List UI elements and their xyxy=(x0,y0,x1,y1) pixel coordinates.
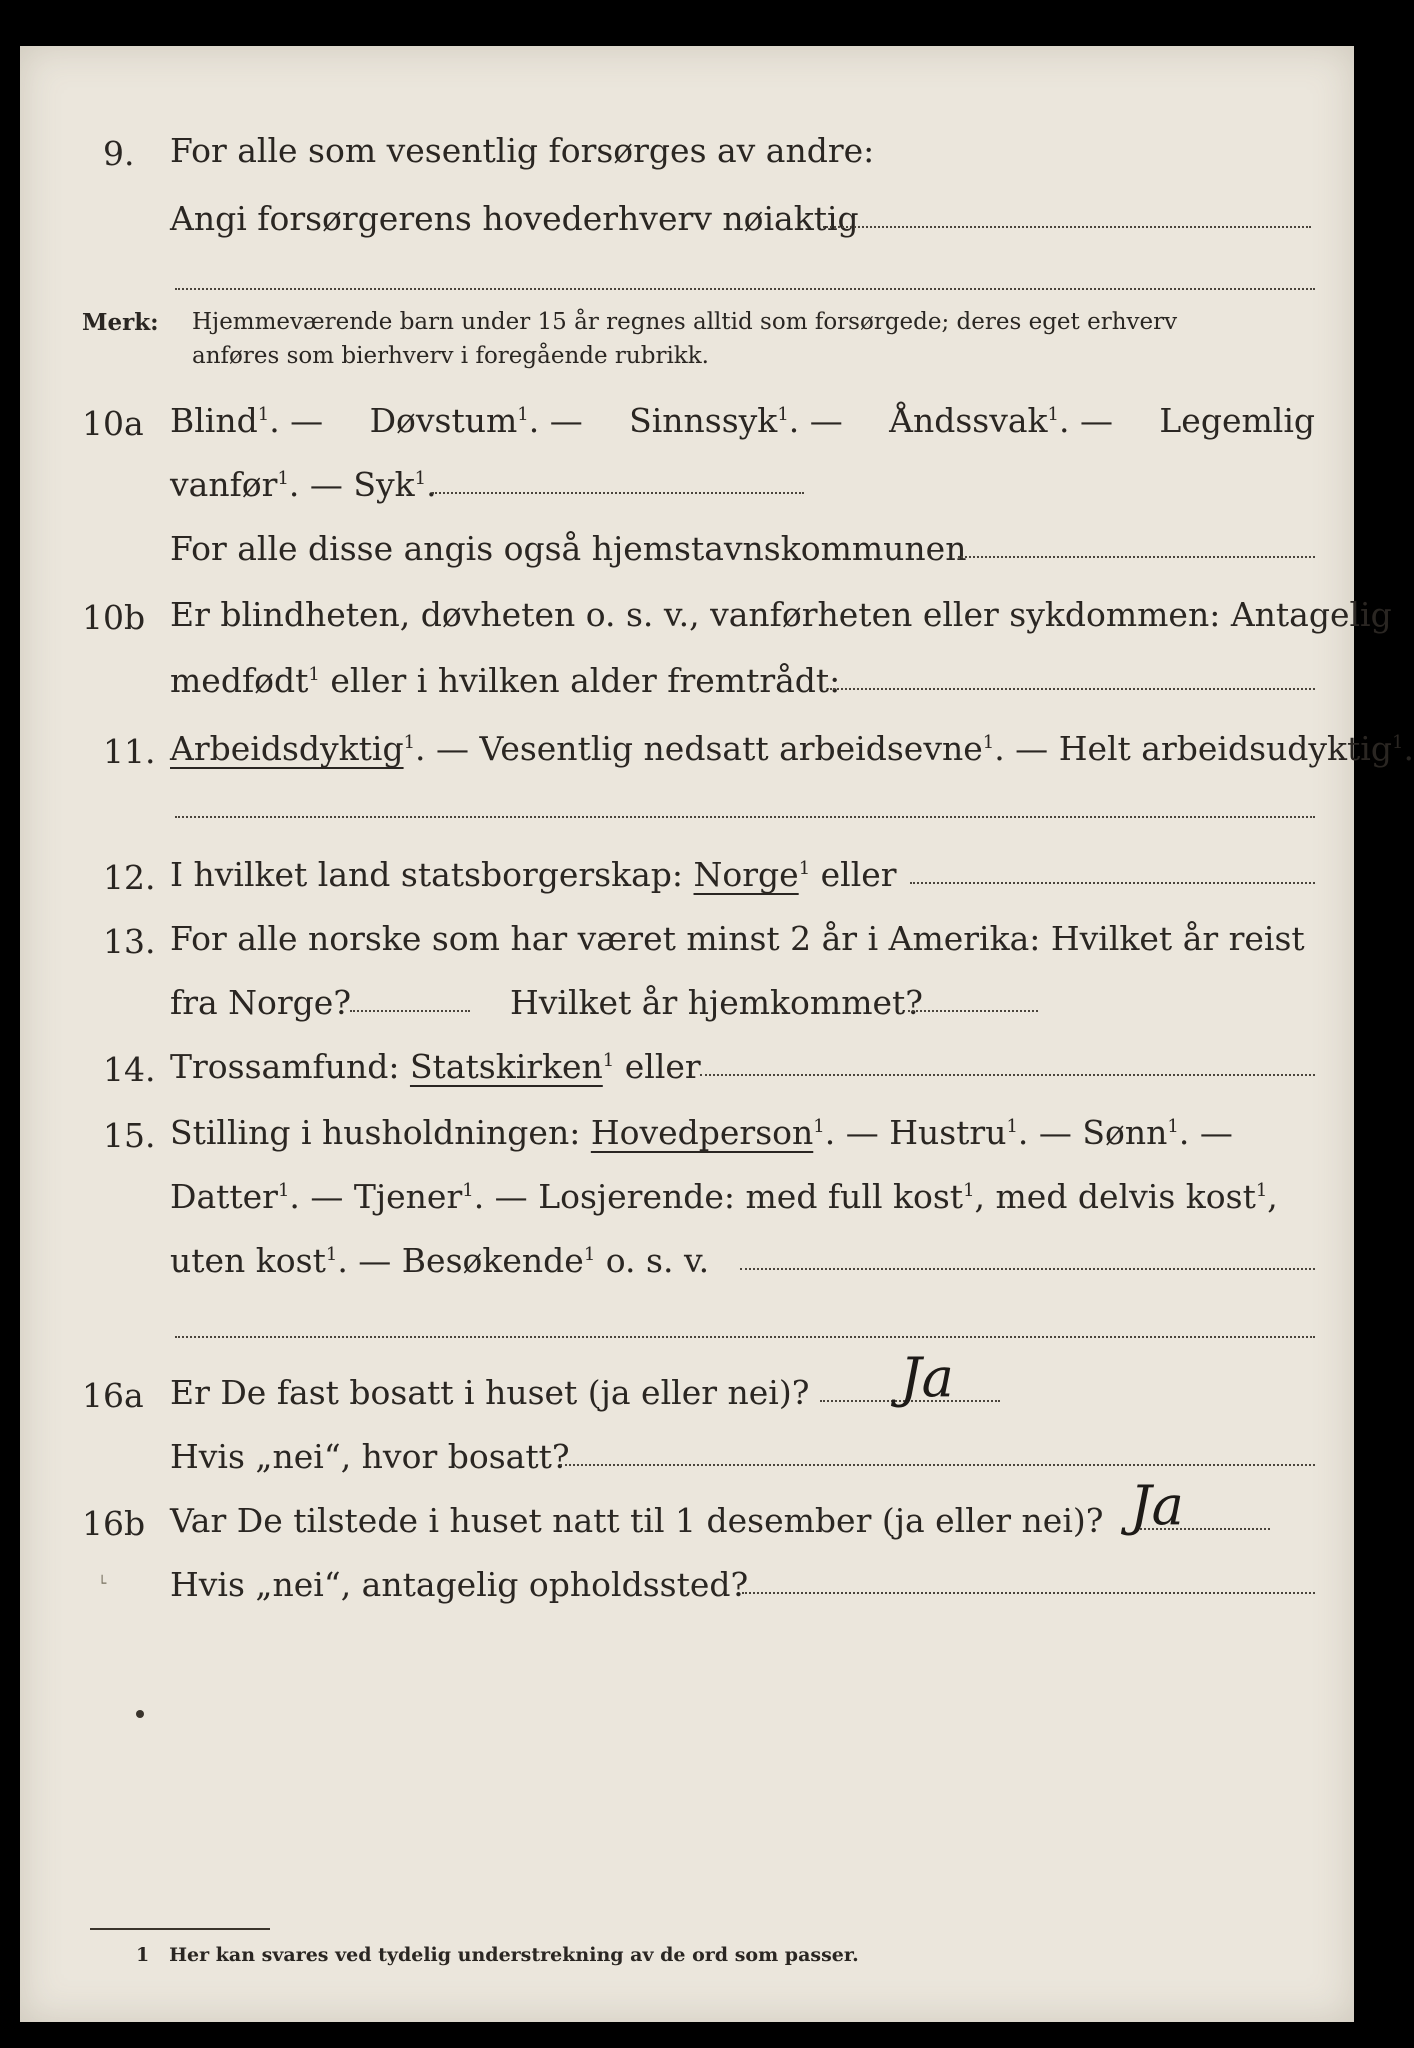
q15-line1: Stilling i husholdningen: Hovedperson$^1$. — Hustru$^1$. — Sønn$^1$. — xyxy=(170,1113,1233,1152)
merk-label: Merk: xyxy=(82,309,159,336)
q10a-line3: For alle disse angis også hjemstavnskommunen xyxy=(170,529,967,568)
option-tjener[interactable]: Tjener xyxy=(353,1177,463,1216)
q15-number: 15. xyxy=(103,1116,156,1155)
q16a-question: Er De fast bosatt i huset (ja eller nei)? xyxy=(170,1373,810,1412)
margin-mark: └ xyxy=(98,1576,107,1592)
option-full-kost[interactable]: med full kost xyxy=(745,1177,964,1216)
option-norge[interactable]: Norge xyxy=(693,855,799,894)
q10a-number: 10a xyxy=(82,404,144,443)
q9-number: 9. xyxy=(103,134,135,173)
q10a-hjemstavn-line[interactable] xyxy=(958,556,1315,558)
q9-line2: Angi forsørgerens hovederhverv nøiaktig xyxy=(170,199,859,238)
option-hustru[interactable]: Hustru xyxy=(889,1113,1007,1152)
merk-line2: anføres som bierhverv i foregående rubrikk. xyxy=(192,343,709,369)
option-sinnssyk[interactable]: Sinnssyk xyxy=(629,401,778,440)
q16b-question: Var De tilstede i huset natt til 1 desember (ja eller nei)? xyxy=(170,1501,1104,1540)
q16a-bosatt-line[interactable] xyxy=(560,1464,1315,1466)
q16b-number: 16b xyxy=(82,1504,146,1543)
ink-dot xyxy=(136,1710,144,1718)
q12-answer-line[interactable] xyxy=(910,882,1315,884)
q13-reist-line[interactable] xyxy=(350,1010,470,1012)
option-medfodt[interactable]: medfødt xyxy=(170,661,309,700)
option-vanfor[interactable]: vanfør xyxy=(170,465,278,504)
q16b-opholdssted-line[interactable] xyxy=(742,1592,1315,1594)
option-statskirken[interactable]: Statskirken xyxy=(409,1047,603,1086)
q16a-handwritten-answer: Ja xyxy=(900,1346,954,1409)
option-legemlig[interactable]: Legemlig xyxy=(1159,401,1315,440)
option-datter[interactable]: Datter xyxy=(170,1177,278,1216)
q15-answer-line[interactable] xyxy=(740,1268,1315,1270)
q15-line2: Datter$^1$. — Tjener$^1$. — Losjerende: med full kost$^1$, med delvis kost$^1$, xyxy=(170,1177,1278,1216)
option-uten-kost[interactable]: uten kost xyxy=(170,1241,326,1280)
q9-answer-line[interactable] xyxy=(823,226,1311,228)
option-blind[interactable]: Blind xyxy=(170,401,258,440)
census-form-page xyxy=(20,46,1414,2022)
q10a-line2: vanfør$^1$. — Syk$^1$. xyxy=(170,465,437,504)
q16a-hvis: Hvis „nei“, hvor bosatt? xyxy=(170,1437,570,1476)
q10b-line1: Er blindheten, døvheten o. s. v., vanførheten eller sykdommen: Antagelig xyxy=(170,595,1392,634)
q16b-handwritten-answer: Ja xyxy=(1130,1474,1184,1537)
q11-number: 11. xyxy=(103,732,156,771)
q9-line1: For alle som vesentlig forsørges av andre: xyxy=(170,131,875,170)
option-sonn[interactable]: Sønn xyxy=(1082,1113,1168,1152)
q12-line1: I hvilket land statsborgerskap: Norge$^1$ eller xyxy=(170,855,897,894)
q10b-number: 10b xyxy=(82,598,146,637)
option-hovedperson[interactable]: Hovedperson xyxy=(590,1113,814,1152)
q10a-syk-line[interactable] xyxy=(432,492,804,494)
q13-number: 13. xyxy=(103,922,156,961)
option-helt[interactable]: Helt arbeidsudyktig xyxy=(1058,729,1392,768)
option-delvis-kost[interactable]: med delvis kost xyxy=(995,1177,1256,1216)
footnote: 1 Her kan svares ved tydelig understrekning av de ord som passer. xyxy=(136,1944,859,1966)
q14-line1: Trossamfund: Statskirken$^1$ eller xyxy=(170,1047,701,1086)
option-vesentlig[interactable]: Vesentlig nedsatt arbeidsevne xyxy=(479,729,983,768)
option-dovstum[interactable]: Døvstum xyxy=(369,401,518,440)
q15-line3: uten kost$^1$. — Besøkende$^1$ o. s. v. xyxy=(170,1241,710,1280)
option-andssvak[interactable]: Åndssvak xyxy=(889,401,1048,440)
option-syk[interactable]: Syk xyxy=(353,465,415,504)
q13-hjem-line[interactable] xyxy=(908,1010,1038,1012)
q15-answer-line-2[interactable] xyxy=(175,1336,1315,1338)
q16b-hvis: Hvis „nei“, antagelig opholdssted? xyxy=(170,1565,749,1604)
q14-number: 14. xyxy=(103,1050,156,1089)
q13-hjem: Hvilket år hjemkommet? xyxy=(510,983,923,1022)
q13-fra: fra Norge? xyxy=(170,983,352,1022)
q14-answer-line[interactable] xyxy=(700,1074,1315,1076)
footnote-rule xyxy=(90,1928,270,1930)
q10b-line2: medfødt$^1$ eller i hvilken alder fremtrådt: xyxy=(170,661,841,700)
q10b-alder-line[interactable] xyxy=(830,688,1315,690)
q9-answer-line-2[interactable] xyxy=(175,288,1315,290)
q11-answer-line[interactable] xyxy=(175,816,1315,818)
q12-number: 12. xyxy=(103,858,156,897)
q10a-line1: Blind$^1$. — Døvstum$^1$. — Sinnssyk$^1$. — Åndssvak$^1$. — Legemlig xyxy=(170,401,1315,440)
option-arbeidsdyktig[interactable]: Arbeidsdyktig xyxy=(170,729,404,768)
q13-line1: For alle norske som har været minst 2 år i Amerika: Hvilket år reist xyxy=(170,919,1305,958)
merk-line1: Hjemmeværende barn under 15 år regnes alltid som forsørgede; deres eget erhverv xyxy=(192,309,1178,335)
q11-line1: Arbeidsdyktig$^1$. — Vesentlig nedsatt arbeidsevne$^1$. — Helt arbeidsudyktig$^1$. xyxy=(170,729,1414,768)
option-besokende[interactable]: Besøkende xyxy=(401,1241,584,1280)
q16a-number: 16a xyxy=(82,1376,144,1415)
